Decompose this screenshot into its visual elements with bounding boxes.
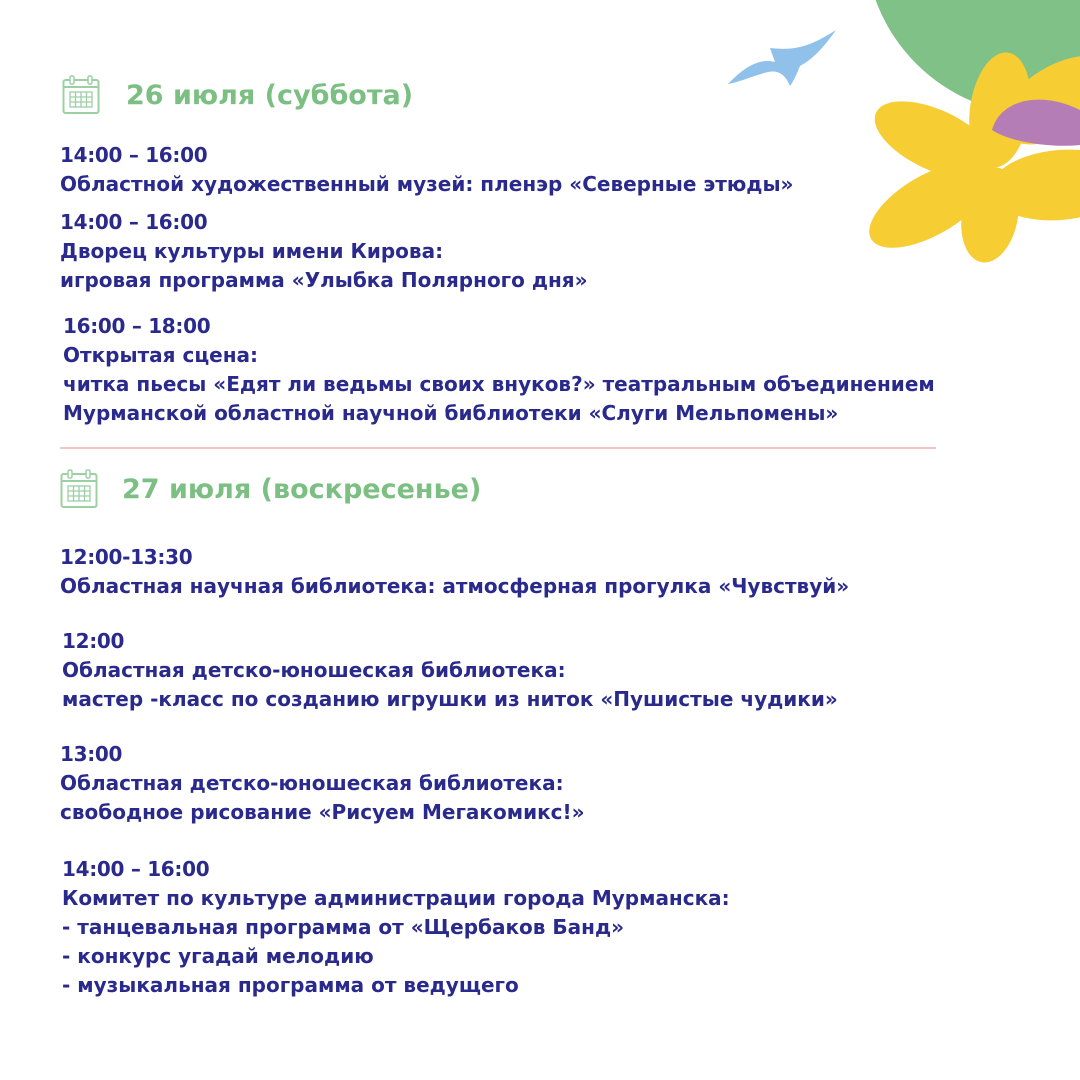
event-time: 14:00 – 16:00 bbox=[62, 857, 210, 881]
day-header-27 bbox=[60, 469, 481, 509]
calendar-icon bbox=[60, 469, 98, 509]
event-time: 12:00-13:30 bbox=[60, 545, 193, 569]
event-description: читка пьесы «Едят ли ведьмы своих внуков?» театральным объединением bbox=[63, 372, 935, 396]
event-description: Мурманской областной научной библиотеки «Слуги Мельпомены» bbox=[63, 401, 839, 425]
flower-center-decoration bbox=[992, 100, 1080, 146]
event-time: 13:00 bbox=[60, 742, 123, 766]
event-time: 14:00 – 16:00 bbox=[60, 143, 208, 167]
event-venue: Открытая сцена: bbox=[63, 343, 259, 367]
event-venue: Дворец культуры имени Кирова: bbox=[60, 239, 444, 263]
green-circle-decoration bbox=[865, 0, 1080, 115]
event-venue: Комитет по культуре администрации города Мурманска: bbox=[62, 886, 730, 910]
event-venue: Областная детско-юношеская библиотека: bbox=[62, 658, 566, 682]
day-date-label: 27 июля (воскресенье) bbox=[122, 473, 482, 505]
day-header-26 bbox=[62, 75, 413, 115]
event-description: игровая программа «Улыбка Полярного дня» bbox=[60, 268, 588, 292]
event-description: свободное рисование «Рисуем Мегакомикс!» bbox=[60, 800, 585, 824]
event-item bbox=[62, 627, 838, 714]
bird-icon bbox=[728, 30, 836, 86]
event-item bbox=[63, 312, 935, 428]
event-item bbox=[60, 208, 588, 295]
event-program-item: - конкурс угадай мелодию bbox=[62, 944, 374, 968]
event-item bbox=[60, 543, 849, 601]
event-time: 14:00 – 16:00 bbox=[60, 210, 208, 234]
day-divider bbox=[60, 447, 936, 449]
calendar-icon bbox=[62, 75, 100, 115]
event-time: 12:00 bbox=[62, 629, 125, 653]
event-description: Областной художественный музей: пленэр «Северные этюды» bbox=[60, 172, 794, 196]
event-item bbox=[60, 141, 793, 199]
event-venue: Областная детско-юношеская библиотека: bbox=[60, 771, 564, 795]
event-program-item: - музыкальная программа от ведущего bbox=[62, 973, 519, 997]
event-description: Областная научная библиотека: атмосферная прогулка «Чувствуй» bbox=[60, 574, 850, 598]
event-item bbox=[62, 855, 730, 1000]
day-date-label: 26 июля (суббота) bbox=[126, 79, 414, 111]
event-item bbox=[60, 740, 585, 827]
event-time: 16:00 – 18:00 bbox=[63, 314, 211, 338]
event-description: мастер -класс по созданию игрушки из ниток «Пушистые чудики» bbox=[62, 687, 838, 711]
flower-decoration bbox=[856, 37, 1080, 267]
event-program-item: - танцевальная программа от «Щербаков Банд» bbox=[62, 915, 625, 939]
